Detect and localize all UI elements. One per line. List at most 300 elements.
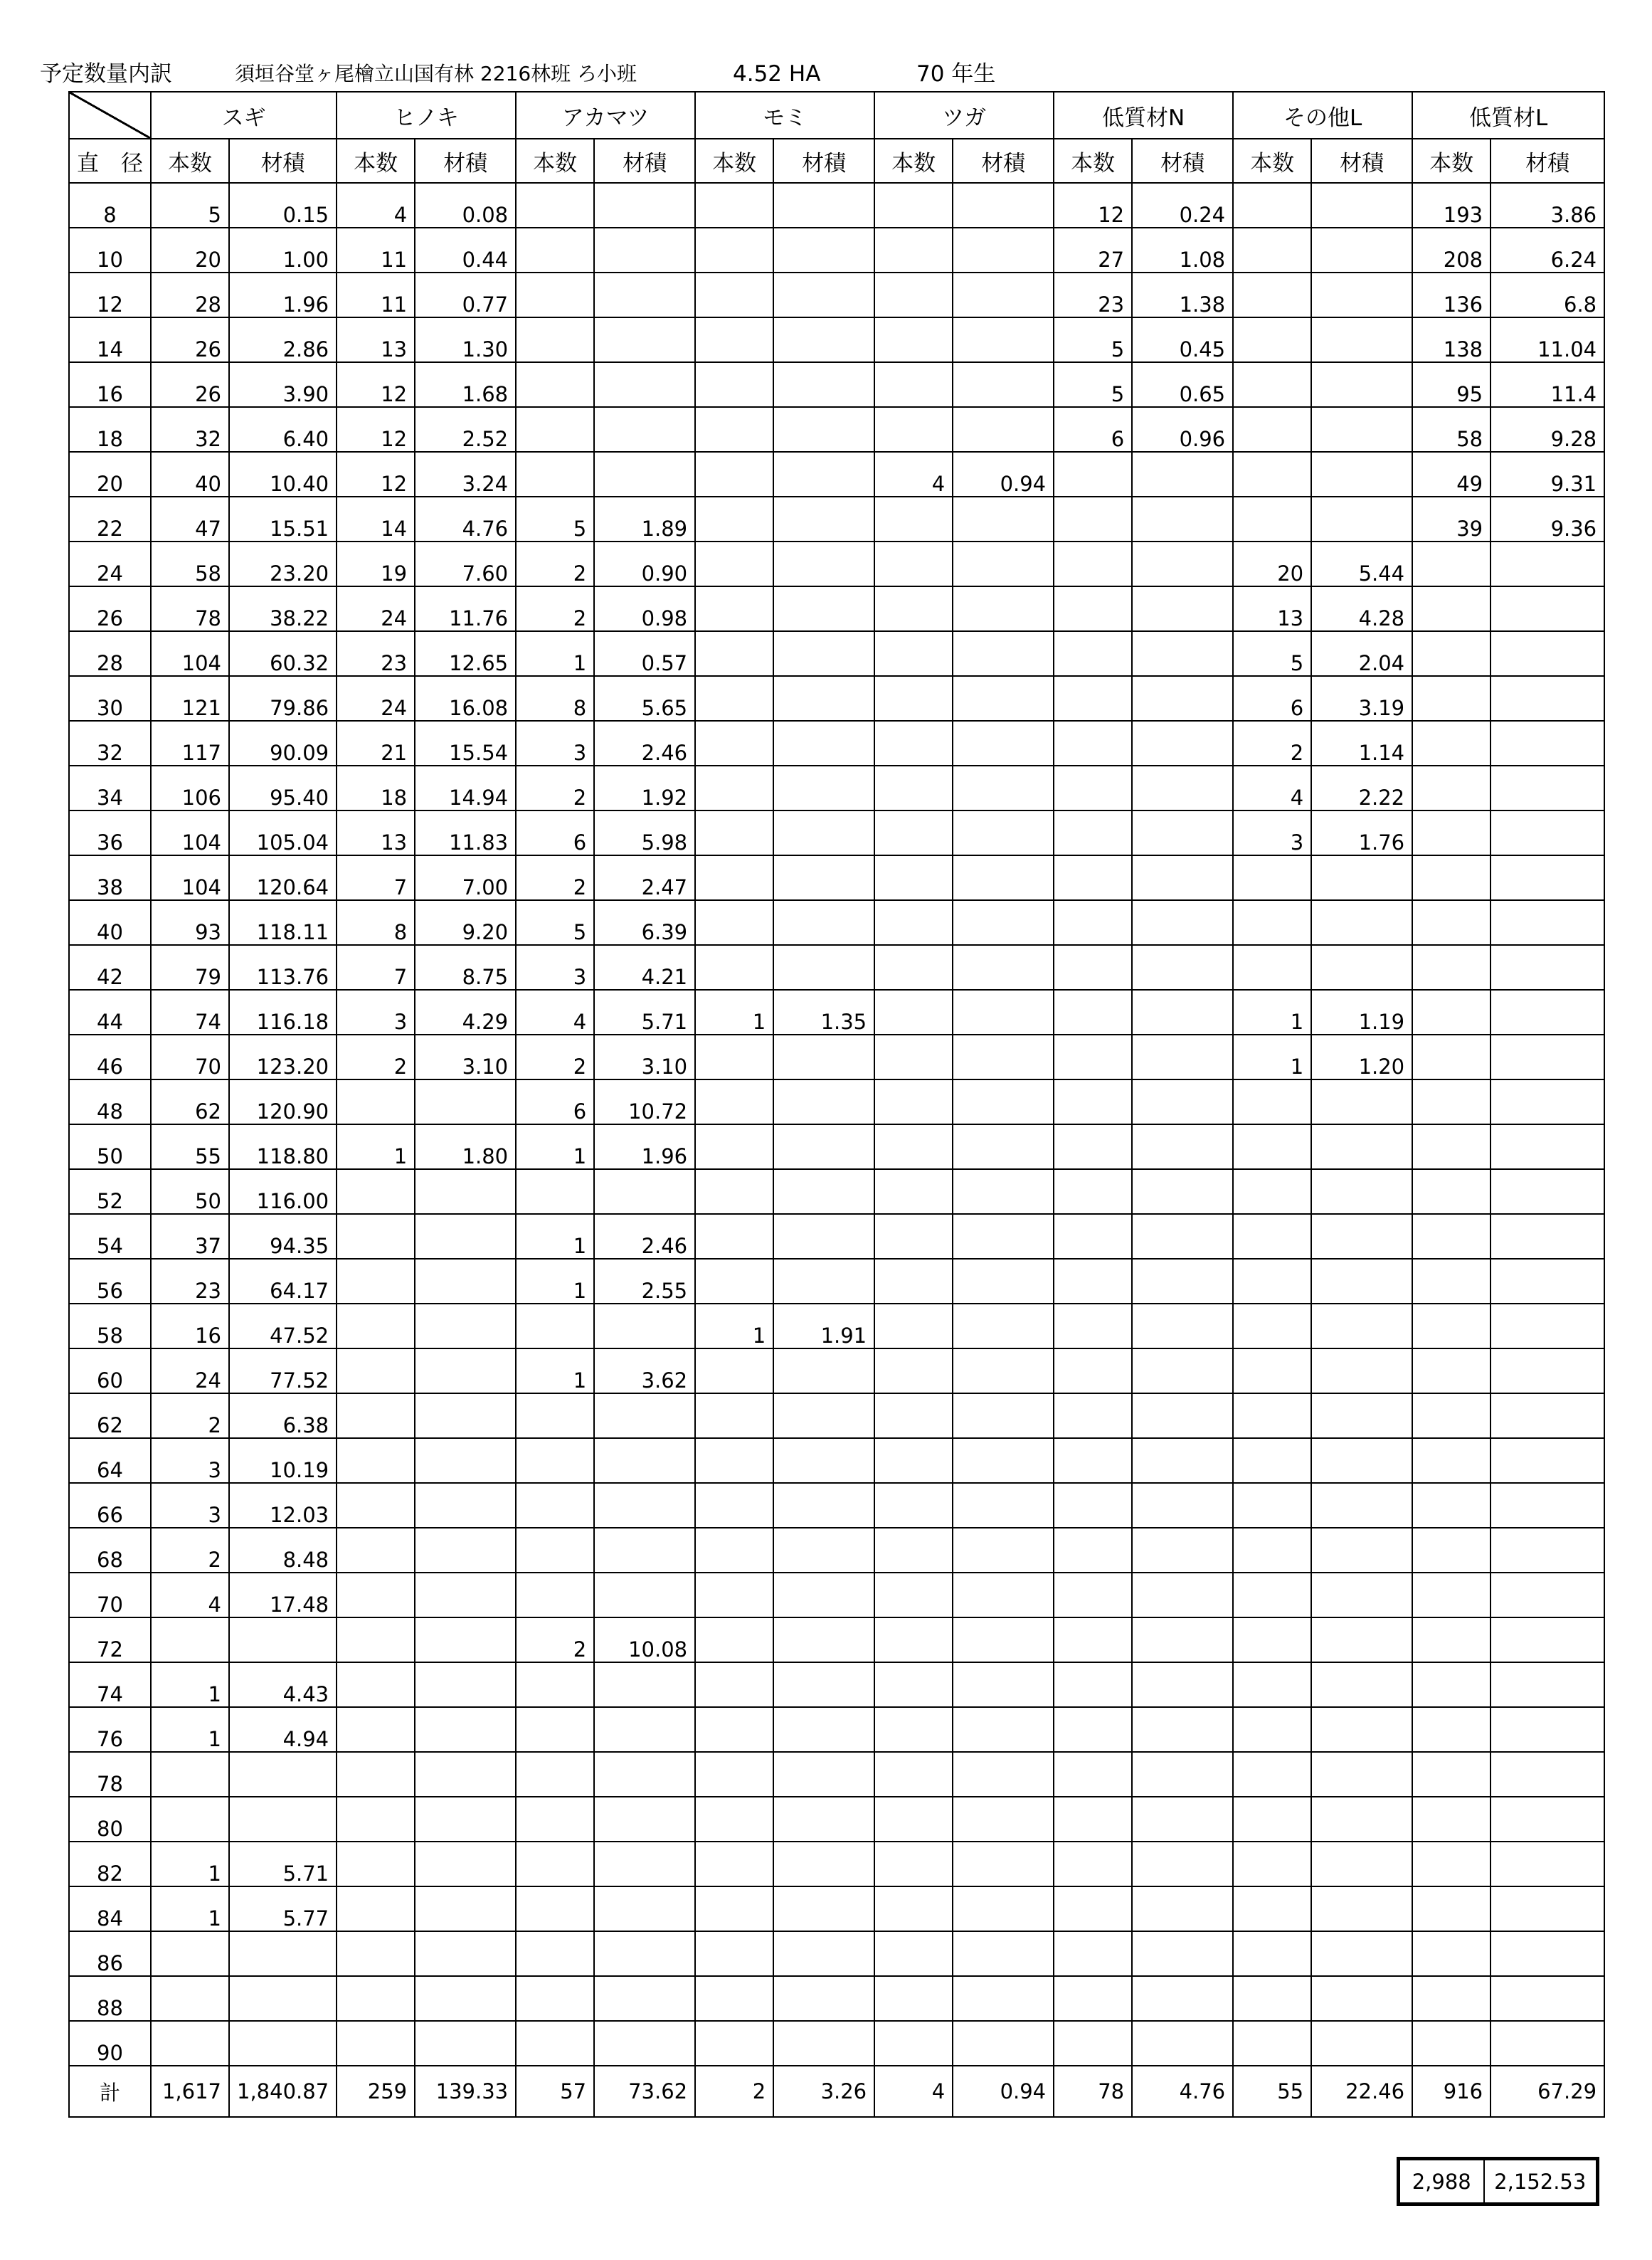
count-cell	[516, 1842, 594, 1886]
volume-cell: 0.15	[229, 183, 337, 228]
volume-cell	[1132, 2021, 1233, 2066]
count-cell	[1233, 497, 1311, 542]
count-cell	[695, 1797, 773, 1842]
volume-cell: 2.55	[594, 1259, 695, 1304]
volume-cell	[594, 1976, 695, 2021]
volume-cell: 1.00	[229, 228, 337, 273]
count-cell	[516, 1393, 594, 1438]
count-cell	[874, 317, 953, 362]
volume-cell	[773, 1169, 874, 1214]
count-cell	[151, 1976, 229, 2021]
count-cell	[695, 1886, 773, 1931]
count-cell: 117	[151, 721, 229, 766]
count-cell	[1412, 676, 1490, 721]
count-cell	[695, 900, 773, 945]
count-cell	[874, 721, 953, 766]
count-cell: 12	[337, 452, 415, 497]
table-row	[69, 676, 1604, 721]
volume-cell: 1.89	[594, 497, 695, 542]
count-cell	[151, 2021, 229, 2066]
volume-cell	[1132, 1752, 1233, 1797]
count-cell	[337, 2021, 415, 2066]
volume-cell	[1311, 1214, 1412, 1259]
total-count-cell: 916	[1412, 2066, 1490, 2117]
volume-cell	[773, 631, 874, 676]
table-row	[69, 990, 1604, 1035]
count-cell: 24	[151, 1348, 229, 1393]
grand-total-box	[1397, 2157, 1599, 2206]
volume-cell	[773, 1573, 874, 1617]
count-cell	[1054, 1348, 1132, 1393]
count-cell	[1412, 1528, 1490, 1573]
volume-cell: 5.71	[594, 990, 695, 1035]
count-cell	[337, 1842, 415, 1886]
species-header: ツガ	[874, 92, 1054, 139]
count-cell	[516, 1304, 594, 1348]
count-cell	[1412, 810, 1490, 855]
volume-cell	[1490, 721, 1604, 766]
count-cell	[337, 1079, 415, 1124]
table-row	[69, 1752, 1604, 1797]
table-row	[69, 900, 1604, 945]
volume-cell: 1.19	[1311, 990, 1412, 1035]
count-cell	[874, 676, 953, 721]
volume-cell	[1132, 900, 1233, 945]
count-cell	[1412, 1393, 1490, 1438]
volume-cell	[1490, 945, 1604, 990]
count-cell	[1054, 1662, 1132, 1707]
count-cell: 2	[151, 1393, 229, 1438]
diameter-cell: 82	[69, 1842, 151, 1886]
count-cell	[1054, 810, 1132, 855]
count-cell: 2	[516, 855, 594, 900]
count-cell	[337, 1662, 415, 1707]
volume-cell: 0.44	[415, 228, 516, 273]
volume-cell	[1490, 900, 1604, 945]
volume-cell	[594, 1393, 695, 1438]
table-row	[69, 1976, 1604, 2021]
count-cell: 3	[151, 1438, 229, 1483]
volume-cell: 0.77	[415, 273, 516, 317]
volume-cell	[953, 228, 1054, 273]
diameter-cell: 68	[69, 1528, 151, 1573]
total-count-cell: 57	[516, 2066, 594, 2117]
count-cell	[1233, 1976, 1311, 2021]
count-cell	[1233, 183, 1311, 228]
volume-cell	[1311, 362, 1412, 407]
count-cell	[1412, 631, 1490, 676]
count-cell: 5	[516, 900, 594, 945]
count-cell: 39	[1412, 497, 1490, 542]
count-cell	[874, 1124, 953, 1169]
volume-cell: 2.04	[1311, 631, 1412, 676]
count-cell	[874, 631, 953, 676]
count-cell	[1233, 1617, 1311, 1662]
count-cell	[1412, 1573, 1490, 1617]
diameter-cell: 56	[69, 1259, 151, 1304]
count-header: 本数	[337, 139, 415, 183]
volume-cell	[1132, 1528, 1233, 1573]
volume-cell	[594, 273, 695, 317]
volume-cell	[1311, 945, 1412, 990]
volume-cell	[229, 2021, 337, 2066]
volume-cell: 5.71	[229, 1842, 337, 1886]
volume-cell: 0.45	[1132, 317, 1233, 362]
count-cell	[1054, 766, 1132, 810]
table-row	[69, 1304, 1604, 1348]
count-cell: 23	[1054, 273, 1132, 317]
volume-cell	[415, 1169, 516, 1214]
count-cell: 1	[695, 990, 773, 1035]
count-cell	[874, 1617, 953, 1662]
count-cell	[1412, 1169, 1490, 1214]
volume-cell	[1490, 1393, 1604, 1438]
diameter-cell: 18	[69, 407, 151, 452]
diameter-cell: 12	[69, 273, 151, 317]
count-cell	[337, 1707, 415, 1752]
volume-cell: 7.60	[415, 542, 516, 586]
table-row	[69, 1573, 1604, 1617]
count-cell: 4	[337, 183, 415, 228]
diameter-cell: 66	[69, 1483, 151, 1528]
count-cell: 2	[516, 1035, 594, 1079]
volume-cell	[953, 407, 1054, 452]
volume-cell	[229, 1931, 337, 1976]
count-cell	[1412, 900, 1490, 945]
volume-cell	[1490, 1124, 1604, 1169]
count-cell	[1054, 1707, 1132, 1752]
count-cell: 6	[516, 810, 594, 855]
count-cell	[337, 1169, 415, 1214]
volume-cell	[953, 1348, 1054, 1393]
diameter-cell: 62	[69, 1393, 151, 1438]
table-row	[69, 1528, 1604, 1573]
count-cell	[874, 1483, 953, 1528]
volume-cell	[594, 1304, 695, 1348]
count-cell	[695, 810, 773, 855]
count-cell: 13	[1233, 586, 1311, 631]
volume-cell: 95.40	[229, 766, 337, 810]
volume-cell	[953, 810, 1054, 855]
volume-header: 材積	[594, 139, 695, 183]
volume-cell	[773, 1393, 874, 1438]
volume-cell	[1490, 1528, 1604, 1573]
volume-cell: 9.20	[415, 900, 516, 945]
count-cell: 1	[516, 1124, 594, 1169]
volume-cell	[953, 1079, 1054, 1124]
volume-cell: 0.90	[594, 542, 695, 586]
volume-cell	[773, 1259, 874, 1304]
volume-cell	[1132, 1035, 1233, 1079]
volume-header: 材積	[229, 139, 337, 183]
table-row	[69, 317, 1604, 362]
count-cell	[695, 1348, 773, 1393]
table-row	[69, 407, 1604, 452]
volume-cell	[1490, 1348, 1604, 1393]
volume-cell: 10.40	[229, 452, 337, 497]
volume-cell	[1132, 1348, 1233, 1393]
volume-cell: 8.75	[415, 945, 516, 990]
corner-diagonal-cell	[69, 92, 151, 139]
volume-cell	[953, 1035, 1054, 1079]
volume-cell	[953, 1797, 1054, 1842]
count-cell: 11	[337, 273, 415, 317]
count-cell: 7	[337, 855, 415, 900]
count-cell: 1	[151, 1662, 229, 1707]
volume-cell: 3.24	[415, 452, 516, 497]
count-cell: 26	[151, 317, 229, 362]
volume-cell	[953, 2021, 1054, 2066]
volume-cell	[415, 1797, 516, 1842]
volume-cell: 2.52	[415, 407, 516, 452]
count-cell: 104	[151, 631, 229, 676]
volume-cell	[1132, 1259, 1233, 1304]
volume-cell: 2.47	[594, 855, 695, 900]
volume-cell: 4.21	[594, 945, 695, 990]
volume-cell	[1490, 1079, 1604, 1124]
volume-cell	[953, 317, 1054, 362]
volume-cell	[1490, 1438, 1604, 1483]
volume-cell	[1132, 1797, 1233, 1842]
count-cell	[874, 586, 953, 631]
volume-cell	[1490, 1797, 1604, 1842]
count-cell: 6	[516, 1079, 594, 1124]
count-cell	[695, 1707, 773, 1752]
count-cell	[516, 1573, 594, 1617]
volume-cell	[1132, 1124, 1233, 1169]
count-cell	[1054, 1304, 1132, 1348]
volume-cell	[773, 407, 874, 452]
count-cell	[337, 1617, 415, 1662]
count-cell: 5	[1233, 631, 1311, 676]
diameter-cell: 52	[69, 1169, 151, 1214]
count-cell	[695, 855, 773, 900]
volume-cell	[773, 1797, 874, 1842]
count-cell: 5	[1054, 362, 1132, 407]
count-cell	[695, 1483, 773, 1528]
count-cell: 23	[151, 1259, 229, 1304]
volume-cell	[953, 1573, 1054, 1617]
volume-cell	[773, 586, 874, 631]
volume-cell: 4.28	[1311, 586, 1412, 631]
count-cell	[1054, 900, 1132, 945]
species-header: スギ	[151, 92, 337, 139]
volume-cell: 10.08	[594, 1617, 695, 1662]
total-volume-cell: 73.62	[594, 2066, 695, 2117]
diameter-cell: 40	[69, 900, 151, 945]
volume-cell	[1132, 1079, 1233, 1124]
count-cell	[516, 273, 594, 317]
total-count-cell: 2	[695, 2066, 773, 2117]
table-row	[69, 2021, 1604, 2066]
count-cell	[1054, 497, 1132, 542]
volume-cell	[1132, 586, 1233, 631]
volume-cell: 90.09	[229, 721, 337, 766]
volume-cell	[953, 990, 1054, 1035]
count-cell: 1	[516, 1214, 594, 1259]
count-cell	[1412, 586, 1490, 631]
count-cell: 3	[1233, 810, 1311, 855]
volume-cell	[415, 1483, 516, 1528]
diameter-cell: 36	[69, 810, 151, 855]
volume-cell: 64.17	[229, 1259, 337, 1304]
count-cell	[874, 362, 953, 407]
count-cell	[1054, 1035, 1132, 1079]
count-cell	[1054, 1438, 1132, 1483]
volume-cell	[773, 273, 874, 317]
count-cell	[151, 1931, 229, 1976]
count-cell: 21	[337, 721, 415, 766]
volume-cell: 116.18	[229, 990, 337, 1035]
count-cell	[151, 1797, 229, 1842]
table-row	[69, 1931, 1604, 1976]
table-row	[69, 362, 1604, 407]
volume-cell: 17.48	[229, 1573, 337, 1617]
volume-cell	[1311, 1573, 1412, 1617]
volume-cell	[773, 1752, 874, 1797]
diameter-cell: 58	[69, 1304, 151, 1348]
volume-cell: 0.94	[953, 452, 1054, 497]
count-cell	[1054, 1752, 1132, 1797]
volume-cell	[229, 1617, 337, 1662]
count-cell	[516, 1528, 594, 1573]
volume-cell	[953, 766, 1054, 810]
volume-cell	[1311, 1304, 1412, 1348]
volume-cell	[953, 1304, 1054, 1348]
count-cell: 2	[516, 542, 594, 586]
count-cell: 13	[337, 810, 415, 855]
volume-cell: 0.96	[1132, 407, 1233, 452]
count-cell	[874, 1707, 953, 1752]
volume-cell	[1490, 1752, 1604, 1797]
volume-cell	[953, 586, 1054, 631]
diameter-cell: 64	[69, 1438, 151, 1483]
volume-cell	[594, 183, 695, 228]
count-cell	[1233, 1393, 1311, 1438]
volume-cell: 1.14	[1311, 721, 1412, 766]
volume-cell	[953, 1259, 1054, 1304]
count-header: 本数	[516, 139, 594, 183]
volume-cell	[1132, 497, 1233, 542]
volume-cell	[415, 1393, 516, 1438]
count-cell	[1412, 2021, 1490, 2066]
volume-cell	[1490, 1214, 1604, 1259]
count-cell	[874, 810, 953, 855]
diameter-cell: 10	[69, 228, 151, 273]
diameter-cell: 24	[69, 542, 151, 586]
count-cell	[695, 407, 773, 452]
volume-cell	[1490, 1707, 1604, 1752]
total-volume-cell: 139.33	[415, 2066, 516, 2117]
count-cell	[516, 1931, 594, 1976]
count-cell	[1054, 855, 1132, 900]
count-cell	[695, 1528, 773, 1573]
diameter-cell: 86	[69, 1931, 151, 1976]
count-cell	[695, 676, 773, 721]
volume-cell	[1132, 1707, 1233, 1752]
table-row	[69, 273, 1604, 317]
volume-cell	[229, 1752, 337, 1797]
volume-cell: 60.32	[229, 631, 337, 676]
volume-cell	[773, 1931, 874, 1976]
volume-cell	[1132, 1617, 1233, 1662]
count-cell	[1233, 1259, 1311, 1304]
species-header: 低質材L	[1412, 92, 1604, 139]
count-cell	[874, 1079, 953, 1124]
volume-cell	[773, 1842, 874, 1886]
volume-cell: 12.65	[415, 631, 516, 676]
count-cell	[695, 1393, 773, 1438]
volume-cell	[773, 2021, 874, 2066]
volume-cell: 10.19	[229, 1438, 337, 1483]
volume-cell	[1311, 1797, 1412, 1842]
table-row	[69, 810, 1604, 855]
count-cell	[1412, 855, 1490, 900]
volume-cell: 1.96	[229, 273, 337, 317]
count-cell	[516, 228, 594, 273]
diameter-cell: 14	[69, 317, 151, 362]
count-cell	[1054, 542, 1132, 586]
volume-cell	[773, 1976, 874, 2021]
total-volume-cell: 67.29	[1490, 2066, 1604, 2117]
volume-header: 材積	[1311, 139, 1412, 183]
count-cell	[695, 497, 773, 542]
volume-cell	[1311, 228, 1412, 273]
diameter-cell: 8	[69, 183, 151, 228]
volume-cell	[1132, 945, 1233, 990]
count-cell	[1054, 1617, 1132, 1662]
count-cell	[516, 317, 594, 362]
total-count-cell: 55	[1233, 2066, 1311, 2117]
count-cell	[1054, 1931, 1132, 1976]
volume-cell	[415, 1886, 516, 1931]
volume-cell	[1311, 1438, 1412, 1483]
count-cell	[1054, 1124, 1132, 1169]
count-cell	[874, 1886, 953, 1931]
volume-cell	[773, 1886, 874, 1931]
count-cell: 104	[151, 810, 229, 855]
table-row	[69, 542, 1604, 586]
volume-cell	[1311, 1528, 1412, 1573]
count-cell	[695, 1662, 773, 1707]
volume-cell	[1311, 1752, 1412, 1797]
volume-cell	[953, 497, 1054, 542]
count-cell	[1054, 2021, 1132, 2066]
count-cell	[1054, 1528, 1132, 1573]
volume-cell: 94.35	[229, 1214, 337, 1259]
volume-cell	[1490, 990, 1604, 1035]
count-cell	[874, 228, 953, 273]
volume-cell	[594, 1886, 695, 1931]
count-cell: 16	[151, 1304, 229, 1348]
volume-cell	[773, 1079, 874, 1124]
volume-cell	[594, 1528, 695, 1573]
count-cell	[1233, 1438, 1311, 1483]
count-cell	[1412, 1752, 1490, 1797]
count-cell: 1	[1233, 1035, 1311, 1079]
count-cell	[1412, 945, 1490, 990]
count-header: 本数	[1054, 139, 1132, 183]
count-cell	[874, 1752, 953, 1797]
volume-cell	[1311, 183, 1412, 228]
count-cell	[1233, 1931, 1311, 1976]
count-cell	[695, 1214, 773, 1259]
count-cell	[695, 1169, 773, 1214]
count-cell	[337, 1931, 415, 1976]
count-cell	[695, 542, 773, 586]
count-cell: 1	[1233, 990, 1311, 1035]
total-row	[69, 2066, 1604, 2117]
